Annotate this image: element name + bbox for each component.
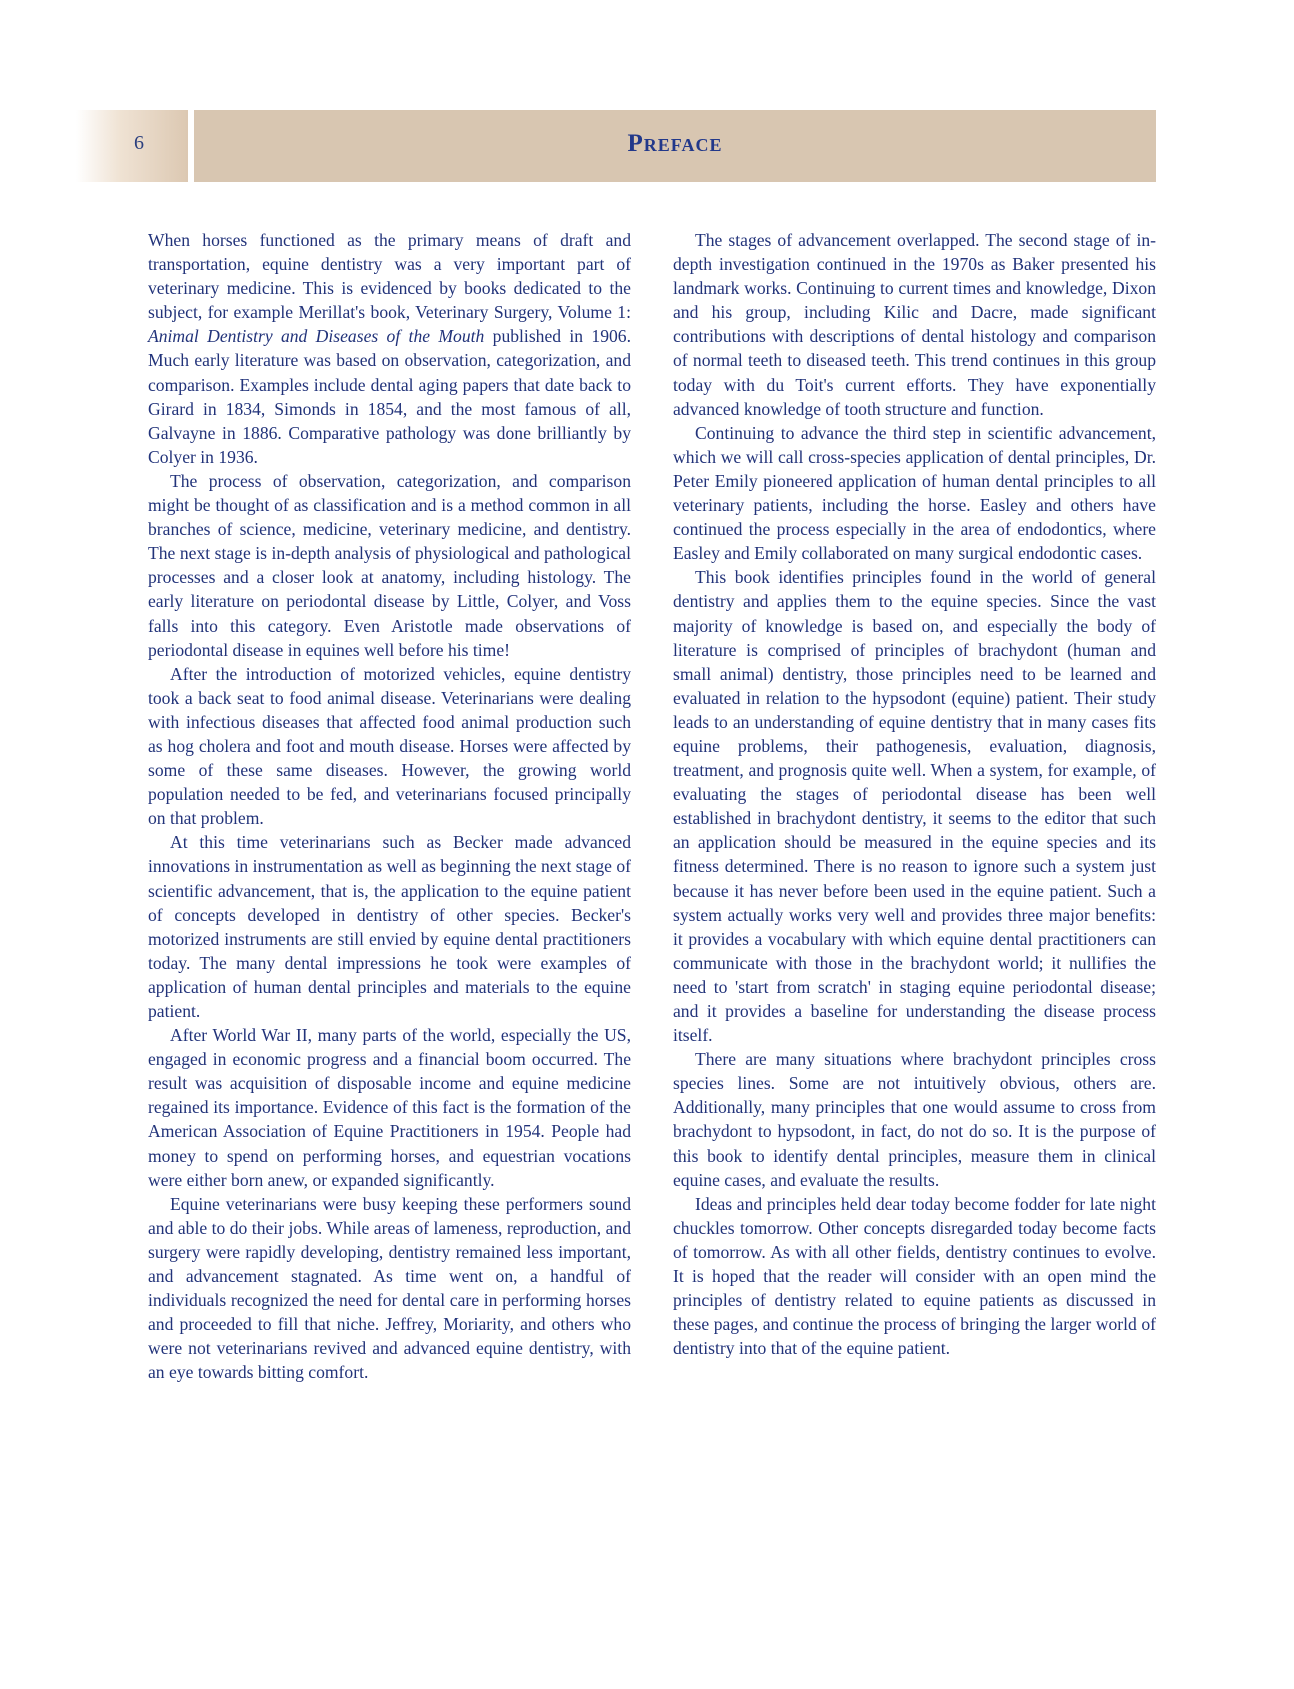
paragraph-text: published in 1906. Much early literature was based on observation, categorization, and comparison. Examples include dental aging papers that date back to Girard in 1834, Simonds in 1854, and the most famous of all, Galvayne in 1886. Comparative pathology was done brilliantly by Colyer in 1936. bbox=[148, 326, 631, 467]
paragraph: Ideas and principles held dear today become fodder for late night chuckles tomorrow. Other concepts disregarded today become facts of tomorrow. As with all other fields, dentistry continues to evolve. It is hoped that the reader will consider with an open mind the principles of dentistry related to equine patients as discussed in these pages, and continue the process of bringing the larger world of dentistry into that of the equine patient. bbox=[673, 1193, 1156, 1359]
page-header bbox=[76, 110, 1156, 182]
left-column bbox=[148, 228, 631, 1385]
right-column bbox=[673, 228, 1156, 1385]
running-title: Preface bbox=[627, 130, 723, 157]
paragraph: There are many situations where brachydont principles cross species lines. Some are not intuitively obvious, others are. Additionally, many principles that one would assume to cross from brachydont to hypsodont, in fact, do not do so. It is the purpose of this book to identify dental principles, measure them in clinical equine cases, and evaluate the results. bbox=[673, 1049, 1156, 1190]
running-title-band bbox=[194, 110, 1156, 182]
paragraph-text: When horses functioned as the primary means of draft and transportation, equine dentistry was a very important part of veterinary medicine. This is evidenced by books dedicated to the subject, for example Merillat's book, Veterinary Surgery, Volume 1: bbox=[148, 230, 631, 323]
paragraph: Continuing to advance the third step in scientific advancement, which we will call cross-species application of dental principles, Dr. Peter Emily pioneered application of human dental principles to all veterinary patients, including the horse. Easley and others have continued the process especially in the area of endodontics, where Easley and Emily collaborated on many surgical endodontic cases. bbox=[673, 422, 1156, 564]
paragraph: After the introduction of motorized vehicles, equine dentistry took a back seat to food animal disease. Veterinarians were dealing with infectious diseases that affected food animal production such as hog cholera and foot and mouth disease. Horses were affected by some of these same diseases. However, the growing world population needed to be fed, and veterinarians focused principally on that problem. bbox=[148, 663, 631, 829]
paragraph: At this time veterinarians such as Becker made advanced innovations in instrumentation as well as beginning the next stage of scientific advancement, that is, the application to the equine patient of concepts developed in dentistry of other species. Becker's motorized instruments are still envied by equine dental practitioners today. The many dental impressions he took were examples of application of human dental principles and materials to the equine patient. bbox=[148, 832, 631, 1021]
paragraph: Equine veterinarians were busy keeping these performers sound and able to do their jobs. While areas of lameness, reproduction, and surgery were rapidly developing, dentistry remained less important, and advancement stagnated. As time went on, a handful of individuals recognized the need for dental care in performing horses and proceeded to fill that niche. Jeffrey, Moriarity, and others who were not veterinarians revived and advanced equine dentistry, with an eye towards bitting comfort. bbox=[148, 1193, 631, 1383]
body-columns bbox=[148, 228, 1156, 1385]
paragraph: This book identifies principles found in the world of general dentistry and applies them to the equine species. Since the vast majority of knowledge is based on, and especially the body of literature is comprised of principles of brachydont (human and small animal) dentistry, those principles need to be learned and evaluated in relation to the hypsodont (equine) patient. Their study leads to an understanding of equine dentistry that in many cases fits equine problems, their pathogenesis, evaluation, diagnosis, treatment, and prognosis quite well. When a system, for example, of evaluating the stages of periodontal disease has been well established in brachydont dentistry, it seems to the editor that such an application should be measured in the equine species and its fitness determined. There is no reason to ignore such a system just because it has never before been used in the equine patient. Such a system actually works very well and provides three major benefits: it provides a vocabulary with which equine dental practitioners can communicate with those in the brachydont world; it nullifies the need to 'start from scratch' in staging equine periodontal disease; and it provides a baseline for understanding the disease process itself. bbox=[673, 567, 1156, 1046]
paragraph: The stages of advancement overlapped. The second stage of in-depth investigation continued in the 1970s as Baker presented his landmark works. Continuing to current times and knowledge, Dixon and his group, including Kilic and Dacre, made significant contributions with descriptions of dental histology and comparison of normal teeth to diseased teeth. This trend continues in this group today with du Toit's current efforts. They have exponentially advanced knowledge of tooth structure and function. bbox=[673, 230, 1156, 419]
book-title: Animal Dentistry and Diseases of the Mouth bbox=[148, 326, 485, 347]
paragraph: The process of observation, categorization, and comparison might be thought of as classification and is a method common in all branches of science, medicine, veterinary medicine, and dentistry. The next stage is in-depth analysis of physiological and pathological processes and a closer look at anatomy, including histology. The early literature on periodontal disease by Little, Colyer, and Voss falls into this category. Even Aristotle made observations of periodontal disease in equines well before his time! bbox=[148, 470, 631, 660]
page-number-tab bbox=[76, 110, 188, 182]
paragraph: After World War II, many parts of the world, especially the US, engaged in economic progress and a financial boom occurred. The result was acquisition of disposable income and equine medicine regained its importance. Evidence of this fact is the formation of the American Association of Equine Practitioners in 1954. People had money to spend on performing horses, and equestrian vocations were either born anew, or expanded significantly. bbox=[148, 1025, 631, 1190]
page-number: 6 bbox=[134, 132, 144, 154]
paragraph bbox=[148, 228, 631, 469]
